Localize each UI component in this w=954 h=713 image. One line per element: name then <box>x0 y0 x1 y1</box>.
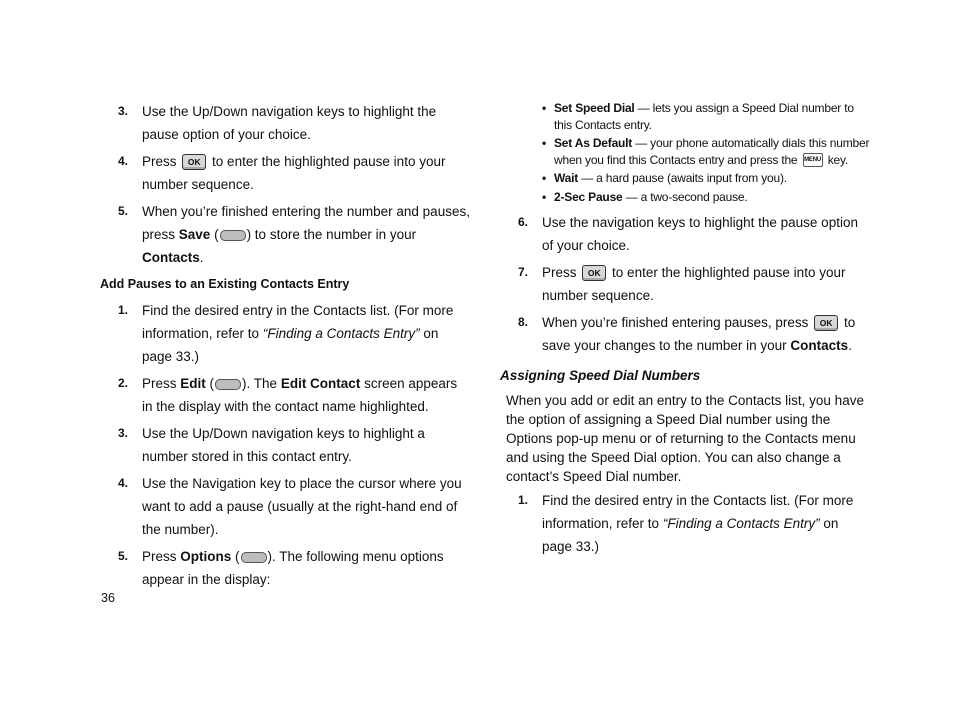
step-number: 2. <box>118 376 129 390</box>
step-left-5 <box>100 200 470 269</box>
section-heading: Assigning Speed Dial Numbers <box>500 368 701 383</box>
list-item: • Set As Default — your phone automatically dials this number when you find this Contacts entry and press the MENU key. <box>542 135 870 168</box>
step-left-b3 <box>100 422 470 468</box>
cross-reference: “Finding a Contacts Entry” <box>262 326 420 341</box>
section-heading: Add Pauses to an Existing Contacts Entry <box>100 277 350 291</box>
step-right-8 <box>500 311 870 357</box>
step-right-7 <box>500 261 870 307</box>
list-item: • Wait — a hard pause (awaits input from you). <box>542 170 870 187</box>
menu-options-list <box>500 100 870 211</box>
list-item: • Set Speed Dial — lets you assign a Speed Dial number to this Contacts entry. <box>542 100 870 133</box>
ok-key-icon: OK <box>814 315 838 331</box>
step-left-3 <box>100 100 470 146</box>
menu-key-icon: MENU <box>803 153 823 167</box>
left-soft-key-icon <box>220 230 246 241</box>
left-column <box>100 100 470 595</box>
step-text: Use the Navigation key to place the cursor where you want to add a pause (usually at the right-hand end of the number). <box>142 476 462 537</box>
step-number: 6. <box>518 215 529 229</box>
step-left-b4 <box>100 472 470 541</box>
step-number: 1. <box>118 303 129 317</box>
step-number: 5. <box>118 204 129 218</box>
step-text: Find the desired entry in the Contacts list. (For more information, refer to “Finding a Contacts Entry” on page 33.) <box>542 493 854 554</box>
step-number: 8. <box>518 315 529 329</box>
step-left-b1 <box>100 299 470 368</box>
right-column <box>500 100 870 562</box>
cross-reference: “Finding a Contacts Entry” <box>662 516 820 531</box>
step-number: 4. <box>118 154 129 168</box>
step-number: 3. <box>118 104 129 118</box>
page-number: 36 <box>101 591 115 605</box>
step-text: Use the Up/Down navigation keys to highlight a number stored in this contact entry. <box>142 426 425 464</box>
step-right-6 <box>500 211 870 257</box>
left-soft-key-icon <box>215 379 241 390</box>
step-number: 5. <box>118 549 129 563</box>
body-paragraph: When you add or edit an entry to the Contacts list, you have the option of assigning a Speed Dial number using the Options pop-up menu or of returning to the Contacts menu and using the Speed Dial option. You can also change a contact’s Speed Dial number. <box>506 393 864 484</box>
step-text: Find the desired entry in the Contacts list. (For more information, refer to “Finding a Contacts Entry” on page 33.) <box>142 303 454 364</box>
step-text: When you’re finished entering the number and pauses, press Save ( ) to store the number in your Contacts. <box>142 204 470 265</box>
step-text: Press OK to enter the highlighted pause into your number sequence. <box>142 154 446 192</box>
ok-key-icon: OK <box>582 265 606 281</box>
right-soft-key-icon <box>241 552 267 563</box>
step-text: Use the navigation keys to highlight the pause option of your choice. <box>542 215 858 253</box>
step-number: 7. <box>518 265 529 279</box>
step-number: 1. <box>518 493 529 507</box>
step-text: Use the Up/Down navigation keys to highlight the pause option of your choice. <box>142 104 437 142</box>
step-text: When you’re finished entering pauses, press OK to save your changes to the number in your Contacts. <box>542 315 856 353</box>
step-right-b1 <box>500 489 870 558</box>
step-text: Press Options ( ). The following menu options appear in the display: <box>142 549 444 587</box>
step-text: Press Edit ( ). The Edit Contact screen appears in the display with the contact name highlighted. <box>142 376 458 414</box>
step-left-b2 <box>100 372 470 418</box>
step-number: 3. <box>118 426 129 440</box>
step-text: Press OK to enter the highlighted pause into your number sequence. <box>542 265 846 303</box>
step-number: 4. <box>118 476 129 490</box>
step-left-b5 <box>100 545 470 591</box>
list-item: • 2-Sec Pause — a two-second pause. <box>542 189 870 206</box>
ok-key-icon: OK <box>182 154 206 170</box>
step-left-4 <box>100 150 470 196</box>
